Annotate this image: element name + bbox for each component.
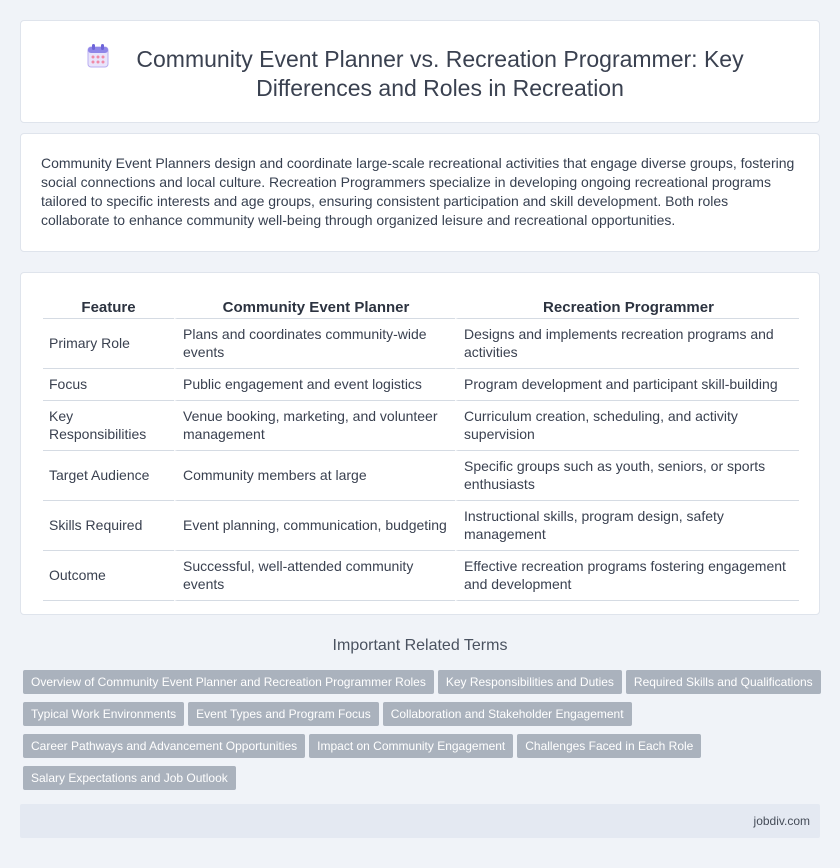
feature-cell: Primary Role	[43, 319, 174, 369]
feature-cell: Focus	[43, 369, 174, 401]
programmer-cell: Instructional skills, program design, safety management	[455, 501, 799, 551]
planner-cell: Community members at large	[174, 451, 455, 501]
related-term-tag[interactable]: Required Skills and Qualifications	[626, 670, 821, 694]
planner-cell: Successful, well-attended community events	[174, 551, 455, 601]
comparison-card	[20, 272, 820, 615]
related-term-tag[interactable]: Key Responsibilities and Duties	[438, 670, 622, 694]
planner-cell: Event planning, communication, budgeting	[174, 501, 455, 551]
planner-cell: Public engagement and event logistics	[174, 369, 455, 401]
title-card	[20, 20, 820, 123]
programmer-cell: Effective recreation programs fostering engagement and development	[455, 551, 799, 601]
planner-cell: Venue booking, marketing, and volunteer management	[174, 401, 455, 451]
related-term-tag[interactable]: Salary Expectations and Job Outlook	[23, 766, 236, 790]
comparison-table	[43, 297, 799, 601]
programmer-cell: Curriculum creation, scheduling, and activity supervision	[455, 401, 799, 451]
page-title: Community Event Planner vs. Recreation Programmer: Key Differences and Roles in Recreation	[136, 46, 744, 101]
feature-cell: Target Audience	[43, 451, 174, 501]
table-row	[43, 501, 799, 551]
table-row	[43, 401, 799, 451]
programmer-cell: Specific groups such as youth, seniors, or sports enthusiasts	[455, 451, 799, 501]
footer-site-link[interactable]: jobdiv.com	[753, 814, 810, 828]
related-term-tag[interactable]: Overview of Community Event Planner and Recreation Programmer Roles	[23, 670, 434, 694]
related-term-tag[interactable]: Collaboration and Stakeholder Engagement	[383, 702, 632, 726]
related-term-tag[interactable]: Impact on Community Engagement	[309, 734, 513, 758]
table-row	[43, 451, 799, 501]
table-row	[43, 369, 799, 401]
intro-paragraph: Community Event Planners design and coordinate large-scale recreational activities that engage diverse groups, fostering social connections and local culture. Recreation Programmers specialize in developing ongoing recreational programs tailored to specific interests and age groups, ensuring consistent participation and skill development. Both roles collaborate to enhance community well-being through organized leisure and recreational opportunities.	[41, 155, 795, 228]
header-feature: Feature	[43, 297, 174, 319]
planner-cell: Plans and coordinates community-wide events	[174, 319, 455, 369]
intro-card	[20, 133, 820, 252]
related-term-tag[interactable]: Challenges Faced in Each Role	[517, 734, 701, 758]
related-terms-list	[23, 670, 823, 798]
header-recreation-programmer: Recreation Programmer	[455, 297, 799, 319]
header-community-event-planner: Community Event Planner	[174, 297, 455, 319]
related-terms-heading: Important Related Terms	[332, 637, 508, 654]
table-header-row	[43, 297, 799, 319]
footer	[20, 804, 820, 838]
programmer-cell: Designs and implements recreation programs and activities	[455, 319, 799, 369]
feature-cell: Outcome	[43, 551, 174, 601]
related-term-tag[interactable]: Typical Work Environments	[23, 702, 184, 726]
feature-cell: Skills Required	[43, 501, 174, 551]
table-row	[43, 319, 799, 369]
related-term-tag[interactable]: Career Pathways and Advancement Opportunities	[23, 734, 305, 758]
programmer-cell: Program development and participant skill-building	[455, 369, 799, 401]
feature-cell: Key Responsibilities	[43, 401, 174, 451]
table-row	[43, 551, 799, 601]
related-term-tag[interactable]: Event Types and Program Focus	[188, 702, 379, 726]
